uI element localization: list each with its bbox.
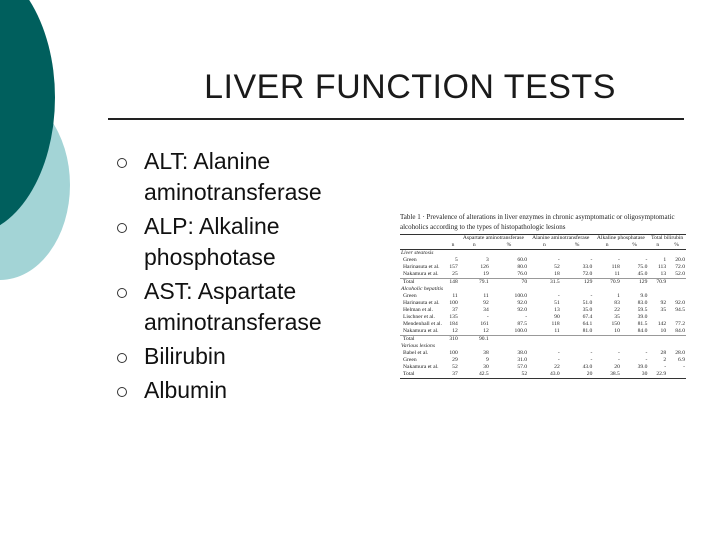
table-cell: 33.0 bbox=[582, 264, 593, 270]
table-cell: 52 bbox=[452, 364, 458, 370]
table-row bbox=[400, 307, 686, 314]
table-cell: 3 bbox=[485, 257, 489, 263]
table-cell bbox=[667, 293, 686, 300]
table-cell: 81.5 bbox=[637, 321, 648, 327]
table-cell: 75.0 bbox=[637, 264, 648, 270]
table-subheader: % bbox=[621, 242, 649, 250]
table-cell: 76.0 bbox=[517, 271, 528, 277]
table-cell: 77.2 bbox=[675, 321, 685, 327]
table-cell: 35 bbox=[660, 307, 667, 313]
bullet-circle-icon bbox=[117, 223, 127, 233]
table-row-label: Lischner et al. bbox=[403, 314, 435, 320]
table-row-label: Total bbox=[400, 336, 447, 344]
table-cell: 142 bbox=[657, 321, 667, 327]
table-cell: 135 bbox=[449, 314, 458, 320]
table-cell: 45.0 bbox=[637, 271, 648, 277]
table-cell: 39.0 bbox=[637, 314, 648, 320]
table-cell: 38.5 bbox=[593, 371, 621, 379]
table-cell: 11 bbox=[452, 293, 458, 299]
table-cell: 38 bbox=[483, 350, 489, 356]
table-cell: 100 bbox=[449, 300, 458, 306]
table-cell: 72.0 bbox=[675, 264, 685, 270]
table-cell: - bbox=[557, 350, 560, 356]
table-cell: 126 bbox=[480, 264, 489, 270]
table-cell: 43.0 bbox=[528, 371, 561, 379]
table-cell: 157 bbox=[449, 264, 458, 270]
table-cell: 6.9 bbox=[678, 357, 685, 363]
table-header-blank bbox=[400, 235, 447, 243]
bullet-circle-icon bbox=[117, 387, 127, 397]
table-subheader: n bbox=[593, 242, 621, 250]
table-cell: 59.5 bbox=[637, 307, 648, 313]
table-cell bbox=[667, 314, 686, 321]
table-cell: 94.5 bbox=[675, 307, 685, 313]
table-cell: - bbox=[590, 357, 593, 363]
table-subheader bbox=[400, 242, 447, 250]
table-cell: 10 bbox=[660, 328, 667, 334]
table-header-alt: Alanine aminotransferase bbox=[528, 235, 593, 243]
table-cell: 11 bbox=[614, 271, 620, 277]
table-cell: 38.0 bbox=[517, 350, 528, 356]
table-cell: 90 bbox=[554, 314, 560, 320]
table-cell: 70.9 bbox=[648, 279, 667, 287]
table-cell bbox=[648, 314, 667, 321]
table-cell: 1 bbox=[663, 257, 667, 263]
table-cell: 87.5 bbox=[517, 321, 528, 327]
table-cell: 25 bbox=[452, 271, 458, 277]
table-cell: 64.1 bbox=[582, 321, 593, 327]
table-cell: 70.9 bbox=[593, 279, 621, 287]
table-cell: 51 bbox=[554, 300, 560, 306]
table-cell: 70 bbox=[490, 279, 528, 287]
table-cell: - bbox=[664, 364, 667, 370]
table-cell: 52 bbox=[490, 371, 528, 379]
bullet-text: Albumin bbox=[144, 377, 228, 403]
table-cell: 184 bbox=[449, 321, 458, 327]
bullet-text: Bilirubin bbox=[144, 343, 226, 369]
table-row bbox=[400, 300, 686, 307]
slide-title: LIVER FUNCTION TESTS bbox=[204, 68, 616, 106]
table-cell: 92 bbox=[483, 300, 489, 306]
table-cell: 83.0 bbox=[637, 300, 648, 306]
bullet-list bbox=[115, 146, 385, 409]
table-row-label: Green bbox=[403, 293, 417, 299]
table-cell: 100.0 bbox=[514, 328, 528, 334]
table-cell: 39.0 bbox=[637, 364, 648, 370]
table-cell: 52 bbox=[554, 264, 560, 270]
table-cell: 20 bbox=[614, 364, 620, 370]
table-cell: 11 bbox=[483, 293, 489, 299]
table-subheader: % bbox=[561, 242, 594, 250]
table-row-label: Green bbox=[403, 357, 417, 363]
table-cell bbox=[621, 336, 649, 344]
table-cell: 161 bbox=[480, 321, 489, 327]
table-section-label: Alcoholic hepatitis bbox=[401, 286, 444, 292]
table-cell: 37 bbox=[452, 307, 458, 313]
table-row bbox=[400, 364, 686, 371]
table-row-label: Green bbox=[403, 257, 417, 263]
table-caption: Table 1 · Prevalence of alterations in liver enzymes in chronic asymptomatic or oligosymptomatic alcoholics according to the types of histopathologic lesions bbox=[400, 213, 675, 231]
table-cell: 35 bbox=[614, 314, 620, 320]
table-header-ast: Aspartate aminotransferase bbox=[459, 235, 528, 243]
table-cell: 60.0 bbox=[517, 257, 528, 263]
table-cell: 84.0 bbox=[675, 328, 685, 334]
table-cell bbox=[667, 336, 686, 344]
table-row bbox=[400, 336, 686, 344]
table-row-label: Babel et al. bbox=[403, 350, 429, 356]
table-subheader: % bbox=[667, 242, 686, 250]
table-cell: 9 bbox=[485, 357, 489, 363]
table-cell: 118 bbox=[611, 264, 620, 270]
table-row bbox=[400, 350, 686, 357]
table-cell: 79.1 bbox=[459, 279, 490, 287]
table-cell: 34 bbox=[483, 307, 489, 313]
table-cell: 9.0 bbox=[640, 293, 648, 299]
table-cell: 80.0 bbox=[517, 264, 528, 270]
table-row bbox=[400, 271, 686, 279]
table-cell: 84.0 bbox=[637, 328, 648, 334]
table-cell: 19 bbox=[483, 271, 489, 277]
table-cell: - bbox=[683, 364, 685, 370]
table-cell: 92.0 bbox=[517, 300, 528, 306]
table-subheader: n bbox=[648, 242, 667, 250]
table-header-blank bbox=[447, 235, 458, 243]
bullet-circle-icon bbox=[117, 353, 127, 363]
table-section-row bbox=[400, 343, 686, 350]
table-row-label: Mendenhall et al. bbox=[403, 321, 442, 327]
table-cell bbox=[490, 336, 528, 344]
table-row-label: Helman et al. bbox=[403, 307, 433, 313]
bullet-item-alp bbox=[115, 211, 385, 273]
table-cell: 92.0 bbox=[517, 307, 528, 313]
table-cell: 118 bbox=[551, 321, 560, 327]
table-cell: 37 bbox=[447, 371, 458, 379]
table-row bbox=[400, 293, 686, 300]
table-cell bbox=[667, 279, 686, 287]
table-cell: 90.1 bbox=[459, 336, 490, 344]
table-row-label: Nakamura et al. bbox=[403, 364, 439, 370]
table-cell: - bbox=[557, 293, 560, 299]
table-cell: 100.0 bbox=[514, 293, 528, 299]
table-cell: 43.0 bbox=[582, 364, 593, 370]
table-section-row bbox=[400, 286, 686, 293]
table-cell: 22 bbox=[554, 364, 560, 370]
table-cell: 310 bbox=[447, 336, 458, 344]
bullet-item-ast bbox=[115, 276, 385, 338]
table-cell: 22 bbox=[614, 307, 620, 313]
table-row bbox=[400, 357, 686, 364]
table-cell: - bbox=[525, 314, 528, 320]
table-cell: 42.5 bbox=[459, 371, 490, 379]
table-cell: 31.5 bbox=[528, 279, 561, 287]
table-row-label: Harinasuta et al. bbox=[403, 300, 440, 306]
table-cell: - bbox=[557, 257, 560, 263]
table-cell: 11 bbox=[554, 328, 560, 334]
table-row bbox=[400, 328, 686, 336]
table-cell: 92.0 bbox=[675, 300, 685, 306]
table-subheader: % bbox=[490, 242, 528, 250]
table-cell: 113 bbox=[657, 264, 667, 270]
table-cell bbox=[648, 336, 667, 344]
table-cell: 51.0 bbox=[582, 300, 593, 306]
table-section-label: Liver steatosis bbox=[401, 250, 434, 256]
table-row-label: Harinasuta et al. bbox=[403, 264, 440, 270]
table-cell: 13 bbox=[554, 307, 560, 313]
table-row-label: Total bbox=[400, 371, 447, 379]
table-cell: 67.4 bbox=[582, 314, 593, 320]
table-cell: 28 bbox=[660, 350, 667, 356]
table-row bbox=[400, 257, 686, 264]
table-cell: 5 bbox=[454, 257, 458, 263]
table-cell: 100 bbox=[449, 350, 458, 356]
table-cell: 18 bbox=[554, 271, 560, 277]
table-cell: 1 bbox=[617, 293, 620, 299]
title-divider bbox=[108, 118, 684, 120]
table-cell bbox=[648, 293, 667, 300]
bullet-item-albumin bbox=[115, 375, 385, 406]
table-cell: - bbox=[617, 350, 620, 356]
table-row-label: Nakamura et al. bbox=[403, 271, 439, 277]
table-cell bbox=[593, 336, 621, 344]
table-cell bbox=[667, 371, 686, 379]
liver-enzyme-table-image bbox=[400, 212, 686, 398]
table-header-alp: Alkaline phosphatase bbox=[593, 235, 648, 243]
table-cell: 92 bbox=[660, 300, 667, 306]
table-cell: - bbox=[590, 350, 593, 356]
table-cell: - bbox=[486, 314, 489, 320]
table-cell: 83 bbox=[614, 300, 620, 306]
bullet-item-alt bbox=[115, 146, 385, 208]
table-cell: - bbox=[617, 357, 620, 363]
table-cell: 10 bbox=[614, 328, 620, 334]
table-cell: 20.0 bbox=[675, 257, 685, 263]
table-row-label: Nakamura et al. bbox=[403, 328, 439, 334]
table-cell: 12 bbox=[452, 328, 458, 334]
table-section-label: Various lesions bbox=[401, 343, 436, 349]
table-cell: 57.0 bbox=[517, 364, 528, 370]
bullet-text: ALP: Alkaline phosphotase bbox=[144, 213, 280, 270]
bullet-text: AST: Aspartate aminotransferase bbox=[144, 278, 322, 335]
table-cell: - bbox=[590, 293, 593, 299]
table-cell: 13 bbox=[660, 271, 667, 277]
bullet-text: ALT: Alanine aminotransferase bbox=[144, 148, 322, 205]
table-cell: 28.0 bbox=[675, 350, 685, 356]
table-row bbox=[400, 314, 686, 321]
table-cell: 30 bbox=[483, 364, 489, 370]
table-subheader: n bbox=[447, 242, 458, 250]
table-cell: 148 bbox=[447, 279, 458, 287]
table-row-label: Total bbox=[400, 279, 447, 287]
table-cell: 20 bbox=[561, 371, 594, 379]
table-header-bilirubin: Total bilirubin bbox=[648, 235, 686, 243]
table-cell: - bbox=[645, 257, 648, 263]
table-cell: 22.9 bbox=[648, 371, 667, 379]
table-cell: - bbox=[645, 357, 648, 363]
bullet-item-bilirubin bbox=[115, 341, 385, 372]
table-cell: - bbox=[590, 257, 593, 263]
liver-enzyme-table bbox=[400, 234, 686, 379]
table-cell: 72.0 bbox=[582, 271, 593, 277]
table-cell: 2 bbox=[663, 357, 667, 363]
table-cell: 129 bbox=[621, 279, 649, 287]
table-cell: 31.0 bbox=[517, 357, 528, 363]
table-row bbox=[400, 264, 686, 271]
table-cell: - bbox=[617, 257, 620, 263]
table-cell: 12 bbox=[483, 328, 489, 334]
table-cell: - bbox=[645, 350, 648, 356]
table-row bbox=[400, 371, 686, 379]
table-cell bbox=[528, 336, 561, 344]
table-subheader: n bbox=[459, 242, 490, 250]
table-cell: 150 bbox=[611, 321, 620, 327]
table-cell: 30 bbox=[621, 371, 649, 379]
table-row bbox=[400, 321, 686, 328]
table-cell: 81.0 bbox=[582, 328, 593, 334]
bullet-circle-icon bbox=[117, 288, 127, 298]
table-cell: 35.0 bbox=[582, 307, 593, 313]
table-cell: - bbox=[557, 357, 560, 363]
table-cell: 29 bbox=[452, 357, 458, 363]
table-subheader: n bbox=[528, 242, 561, 250]
table-section-row bbox=[400, 250, 686, 258]
bullet-circle-icon bbox=[117, 158, 127, 168]
table-row bbox=[400, 279, 686, 287]
table-cell bbox=[561, 336, 594, 344]
table-cell: 129 bbox=[561, 279, 594, 287]
table-cell: 52.0 bbox=[675, 271, 685, 277]
